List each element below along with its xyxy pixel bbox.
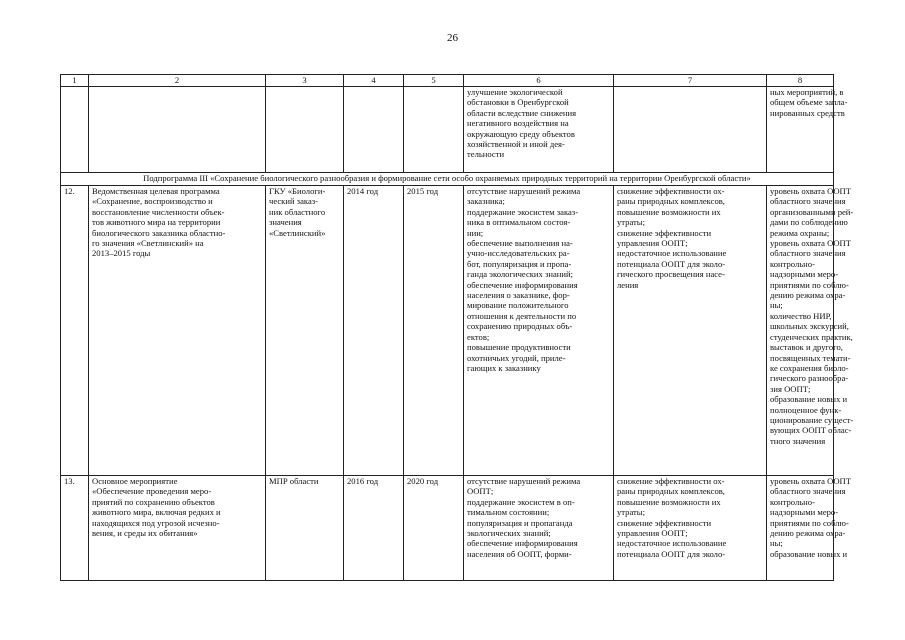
text-line: дами по соблюдению bbox=[770, 217, 848, 228]
text-line: полноценное функ- bbox=[770, 404, 842, 415]
row-number: 12. bbox=[61, 186, 89, 476]
text-line: организованными рей- bbox=[770, 206, 854, 217]
column-number: 2 bbox=[89, 75, 266, 87]
text-line: населения о заказнике, фор- bbox=[467, 290, 570, 301]
text-line: вения, и среды их обитания» bbox=[92, 528, 198, 539]
executor-cell bbox=[266, 186, 344, 476]
text-line: восстановление численности объек- bbox=[92, 206, 225, 217]
text-line: тов животного мира на территории bbox=[92, 217, 221, 228]
expected-result-cell bbox=[464, 87, 614, 173]
column-number: 5 bbox=[404, 75, 464, 87]
text-line: тельности bbox=[467, 149, 505, 160]
text-line: ческий заказ- bbox=[269, 196, 319, 207]
column-number: 6 bbox=[464, 75, 614, 87]
page-number: 26 bbox=[447, 32, 458, 44]
text-line: ГКУ «Биологи- bbox=[269, 186, 326, 196]
column-number: 7 bbox=[614, 75, 767, 87]
text-line: нированных средств bbox=[770, 107, 845, 118]
text-line: уровень охвата ООПТ bbox=[770, 186, 851, 196]
text-line: отношения к деятельности по bbox=[467, 310, 577, 321]
text-line: выставок и другого, bbox=[770, 342, 843, 353]
text-line: посвященных темати- bbox=[770, 352, 851, 363]
text-line: количество НИР, bbox=[770, 310, 832, 321]
text-line: обеспечение информирования bbox=[467, 538, 578, 549]
end-year: 2020 год bbox=[404, 476, 464, 581]
end-year: 2015 год bbox=[404, 186, 464, 476]
start-year: 2016 год bbox=[344, 476, 404, 581]
text-line: уровень охвата ООПТ bbox=[770, 238, 851, 249]
text-line: отсутствие нарушений режима bbox=[467, 476, 581, 486]
text-line: утраты; bbox=[617, 507, 645, 518]
program-table bbox=[60, 74, 854, 581]
text-line: «Светлинский» bbox=[269, 227, 326, 238]
text-line: повышение возможности их bbox=[617, 206, 721, 217]
consequences-cell bbox=[614, 476, 767, 581]
text-line: управления ООПТ; bbox=[617, 238, 688, 249]
cell bbox=[344, 87, 404, 173]
text-line: надзорными меро- bbox=[770, 507, 839, 518]
column-number: 4 bbox=[344, 75, 404, 87]
text-line: повышение возможности их bbox=[617, 496, 721, 507]
text-line: значения bbox=[269, 217, 302, 228]
text-line: гического разнообра- bbox=[770, 373, 849, 384]
text-line: животного мира, включая редких и bbox=[92, 507, 221, 518]
text-line: дению режима охра- bbox=[770, 290, 846, 301]
text-line: общем объеме запла- bbox=[770, 97, 848, 108]
text-line: недостаточное использование bbox=[617, 538, 727, 549]
text-line: биологического заказника областно- bbox=[92, 227, 226, 238]
text-line: ных мероприятий, в bbox=[770, 87, 844, 97]
text-line: контрольно- bbox=[770, 258, 815, 269]
text-line: ник областного bbox=[269, 206, 326, 217]
text-line: раны природных комплексов, bbox=[617, 486, 725, 497]
text-line: надзорными меро- bbox=[770, 269, 839, 280]
text-line: ектов; bbox=[467, 331, 490, 342]
text-line: тимальном состоянии; bbox=[467, 507, 550, 518]
text-line: отсутствие нарушений режима bbox=[467, 186, 581, 196]
text-line: находящихся под угрозой исчезно- bbox=[92, 517, 220, 528]
cell bbox=[89, 87, 266, 173]
text-line: окружающую среду объектов bbox=[467, 128, 575, 139]
text-line: потенциала ООПТ для эколо- bbox=[617, 548, 726, 559]
text-line: дению режима охра- bbox=[770, 528, 846, 539]
text-line: областного значения bbox=[770, 248, 846, 259]
text-line: снижение эффективности bbox=[617, 517, 712, 528]
text-line: снижение эффективности ох- bbox=[617, 186, 725, 196]
text-line: ганда экологических знаний; bbox=[467, 269, 573, 280]
text-line: «Сохранение, воспроизводство и bbox=[92, 196, 213, 207]
column-number: 1 bbox=[61, 75, 89, 87]
text-line: раны природных комплексов, bbox=[617, 196, 725, 207]
table-row bbox=[61, 476, 834, 581]
executor-cell bbox=[266, 476, 344, 581]
text-line: бот, популяризация и пропа- bbox=[467, 258, 572, 269]
table-row bbox=[61, 186, 834, 476]
consequences-cell bbox=[614, 186, 767, 476]
text-line: снижение эффективности ох- bbox=[617, 476, 725, 486]
text-line: Ведомственная целевая программа bbox=[92, 186, 220, 196]
text-line: заказника; bbox=[467, 196, 505, 207]
text-line: охотничьих угодий, приле- bbox=[467, 352, 566, 363]
text-line: снижение эффективности bbox=[617, 227, 712, 238]
indicators-cell bbox=[767, 87, 848, 173]
text-line: приятий по сохранению объектов bbox=[92, 496, 215, 507]
text-line: гающих к заказнику bbox=[467, 362, 541, 373]
indicators-cell bbox=[767, 186, 854, 476]
expected-result-cell bbox=[464, 186, 614, 476]
text-line: приятиями по соблю- bbox=[770, 279, 849, 290]
text-line: областного значения bbox=[770, 486, 846, 497]
text-line: уровень охвата ООПТ bbox=[770, 476, 851, 486]
text-line: поддержание экосистем в оп- bbox=[467, 496, 575, 507]
text-line: школьных экскурсий, bbox=[770, 321, 849, 332]
subprogram-title: Подпрограмма III «Сохранение биологического разнообразия и формирование сети особо охраняемых природных территорий на территории Оренбургской области» bbox=[61, 173, 834, 186]
text-line: образование новых и bbox=[770, 394, 848, 405]
text-line: тного значения bbox=[770, 435, 826, 446]
text-line: повышение продуктивности bbox=[467, 342, 571, 353]
text-line: области вследствие снижения bbox=[467, 107, 577, 118]
text-line: поддержание экосистем заказ- bbox=[467, 206, 579, 217]
text-line: ника в оптимальном состоя- bbox=[467, 217, 571, 228]
measure-name-cell bbox=[89, 186, 266, 476]
text-line: популяризация и пропаганда bbox=[467, 517, 573, 528]
subprogram-row bbox=[61, 173, 834, 186]
cell bbox=[404, 87, 464, 173]
cell bbox=[266, 87, 344, 173]
text-line: ны; bbox=[770, 300, 783, 311]
row-number: 13. bbox=[61, 476, 89, 581]
text-line: хозяйственной и иной дея- bbox=[467, 139, 565, 150]
text-line: областного значения bbox=[770, 196, 846, 207]
text-line: сохранению природных объ- bbox=[467, 321, 573, 332]
expected-result-cell bbox=[464, 476, 614, 581]
text-line: недостаточное использование bbox=[617, 248, 727, 259]
text-line: го значения «Светлинский» на bbox=[92, 238, 204, 249]
text-line: контрольно- bbox=[770, 496, 815, 507]
text-line: нии; bbox=[467, 227, 484, 238]
text-line: учно-исследовательских ра- bbox=[467, 248, 570, 259]
column-number: 8 bbox=[767, 75, 834, 87]
text-line: 2013–2015 годы bbox=[92, 248, 151, 259]
text-line: Основное мероприятие bbox=[92, 476, 178, 486]
text-line: экологических знаний; bbox=[467, 528, 551, 539]
text-line: студенческих практик, bbox=[770, 331, 853, 342]
text-line: мирование положительного bbox=[467, 300, 569, 311]
indicators-cell bbox=[767, 476, 851, 581]
text-line: приятиями по соблю- bbox=[770, 517, 849, 528]
text-line: ления bbox=[617, 279, 639, 290]
text-line: режима охраны; bbox=[770, 227, 830, 238]
cell bbox=[61, 87, 89, 173]
text-line: ке сохранения биоло- bbox=[770, 362, 849, 373]
text-line: потенциала ООПТ для эколо- bbox=[617, 258, 726, 269]
text-line: ООПТ; bbox=[467, 486, 494, 497]
text-line: гического просвещения насе- bbox=[617, 269, 725, 280]
text-line: зия ООПТ; bbox=[770, 383, 811, 394]
column-number: 3 bbox=[266, 75, 344, 87]
text-line: ционирование сущест- bbox=[770, 414, 854, 425]
text-line: обеспечение информирования bbox=[467, 279, 578, 290]
text-line: МПР области bbox=[269, 476, 319, 486]
text-line: управления ООПТ; bbox=[617, 528, 688, 539]
text-line: обстановки в Оренбургской bbox=[467, 97, 569, 108]
text-line: вующих ООПТ облас- bbox=[770, 425, 852, 436]
text-line: негативного воздействия на bbox=[467, 118, 569, 129]
text-line: улучшение экологической bbox=[467, 87, 563, 97]
text-line: утраты; bbox=[617, 217, 645, 228]
cell bbox=[614, 87, 767, 173]
text-line: населения об ООПТ, форми- bbox=[467, 548, 572, 559]
column-number-row bbox=[61, 75, 834, 87]
text-line: образование новых и bbox=[770, 548, 848, 559]
text-line: «Обеспечение проведения меро- bbox=[92, 486, 212, 497]
text-line: ны; bbox=[770, 538, 783, 549]
text-line: обеспечение выполнения на- bbox=[467, 238, 573, 249]
continuation-row bbox=[61, 87, 834, 173]
start-year: 2014 год bbox=[344, 186, 404, 476]
measure-name-cell bbox=[89, 476, 266, 581]
